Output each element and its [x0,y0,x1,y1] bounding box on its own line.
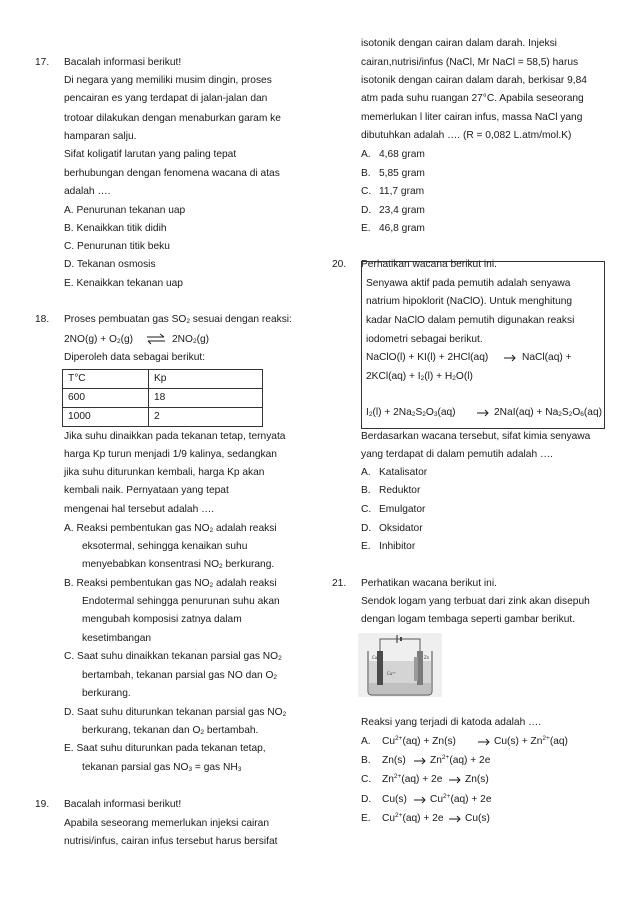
question-text: cairan,nutrisi/infus (NaCl, Mr NaCl = 58,5) harus [361,57,579,68]
reaction-equation: $2NO(g) + O_2(g)$ [64,334,134,345]
arrow-right-icon [448,776,462,784]
answer-option-a[interactable]: A. Penurunan tekanan uap [64,205,186,216]
arrow-right-icon [503,354,517,362]
question-text: memerlukan l liter cairan infus, massa NaCl yang [361,112,583,123]
question-text: isotonik dengan cairan dalam darah, berkisar 9,84 [361,75,587,86]
reaction-product: NaCl(aq) + [522,352,572,363]
question-text: Perhatikan wacana berikut ini. [361,578,497,589]
question-text: Proses pembuatan gas $SO_2$ sesuai dengan reaksi: [64,314,292,325]
question-text: pencairan es yang terdapat di jalan-jalan dan [64,93,268,104]
question-number: 20. [332,259,347,270]
question-text: kembali naik. Pernyataan yang tepat [64,485,229,496]
question-text: harga Kp turun menjadi 1/9 kalinya, sedangkan [64,449,277,460]
question-text: hamparan salju. [64,131,137,142]
question-text: dengan logam tembaga seperti gambar berikut. [361,614,576,625]
arrow-right-icon [448,815,462,823]
table-cell: 18 [149,389,263,408]
answer-option-b[interactable]: B. Kenaikkan titik didih [64,223,167,234]
question-text: dibutuhkan adalah …. (R = 0,082 L.atm/mol.K) [361,130,572,141]
reaction-product: $2NO_2(g)$ [172,334,210,345]
table-row [63,408,263,427]
reaction-product: $2NaI(aq) + Na_2S_2O_6(aq)$ [494,407,603,418]
question-text: Diperoleh data sebagai berikut: [64,352,206,363]
arrow-right-icon [476,409,490,417]
passage-text: kadar NaClO dalam pemutih digunakan reaksi [366,315,575,326]
figure-label: Cu [372,655,378,660]
question-text: adalah …. [64,186,111,197]
reaction-product: $2KCl(aq) + I_2(l) + H_2O(l)$ [366,371,473,382]
question-text: mengenai hal tersebut adalah …. [64,504,215,515]
question-text: yang terdapat di dalam pemutih adalah …. [361,449,553,460]
question-text: berhubungan dengan fenomena wacana di atas [64,168,280,179]
arrow-right-icon [477,738,491,746]
table-header-temperature: T°C [63,370,149,389]
reaction-equation: $I_2(l) + 2Na_2S_2O_3(aq)$ [366,407,456,418]
question-number: 18. [35,314,50,325]
question-text: nutrisi/infus, cairan infus tersebut harus bersifat [64,836,278,847]
table-header-kp: Kp [149,370,263,389]
electroplating-apparatus-figure [358,633,442,697]
kp-table [62,369,263,427]
figure-label: Zn [424,655,430,660]
question-text: trotoar dilakukan dengan menaburkan garam ke [64,113,281,124]
question-text: jika suhu diturunkan kembali, harga Kp akan [64,467,265,478]
table-header-row [63,370,263,389]
arrow-right-icon [413,796,427,804]
reaction-equation: NaClO(l) + KI(l) + 2HCl(aq) [366,352,489,363]
table-row [63,389,263,408]
answer-option-d[interactable]: D. Tekanan osmosis [64,259,156,270]
answer-option-c[interactable]: C. Penurunan titik beku [64,241,170,252]
passage-text: natrium hipoklorit (NaClO). Untuk menghitung [366,296,573,307]
question-text: Di negara yang memiliki musim dingin, proses [64,75,272,86]
figure-label: Cu²⁺ [387,671,397,676]
question-text: Reaksi yang terjadi di katoda adalah …. [361,717,542,728]
passage-text: iodometri sebagai berikut. [366,334,483,345]
question-text: Bacalah informasi berikut! [64,57,182,68]
question-text: atm pada suhu ruangan 27°C. Apabila seseorang [361,93,584,104]
question-number: 19. [35,799,50,810]
table-cell: 1000 [63,408,149,427]
question-text: Perhatikan wacana berikut ini. [361,259,497,270]
answer-option-e[interactable]: E. Kenaikkan tekanan uap [64,278,183,289]
question-text: Apabila seseorang memerlukan injeksi cairan [64,818,269,829]
question-text: Sifat koligatif larutan yang paling tepat [64,149,237,160]
table-cell: 2 [149,408,263,427]
question-text: Bacalah informasi berikut! [64,799,182,810]
equilibrium-arrow-icon [145,332,167,346]
question-text: Berdasarkan wacana tersebut, sifat kimia senyawa [361,431,591,442]
passage-text: Senyawa aktif pada pemutih adalah senyawa [366,278,571,289]
table-cell: 600 [63,389,149,408]
question-text: Sendok logam yang terbuat dari zink akan disepuh [361,596,590,607]
question-text: isotonik dengan cairan dalam darah. Injeksi [361,38,557,49]
arrow-right-icon [413,757,427,765]
question-text: Jika suhu dinaikkan pada tekanan tetap, ternyata [64,431,286,442]
question-number: 21. [332,578,347,589]
exam-page: 17. Bacalah informasi berikut! Di negara yang memiliki musim dingin, proses pencairan es yang terdapat di jalan-jalan dan trotoar dilakukan dengan menaburkan garam ke hamparan salju. Sifat koligatif larutan yang paling tepat berhubungan dengan fenomena wacana di atas adalah …. A. Penurunan tekanan uap B. Kenaikkan titik didih C. Penurunan titik beku D. Tekanan osmosis E. Kenaikkan tekanan uap 18. Proses pembuatan gas $SO_2$ sesuai dengan reaksi: $2NO(g) + O_2(g)$ $2NO_2(g)$ Diperoleh data sebagai berikut: T°C Kp 600 18 1000 2 Jika suhu dinaikkan pada tekanan tetap, ternyata harga Kp turun menjadi 1/9 kalinya, sedangkan jika suhu diturunkan kembali, harga Kp akan kembali naik. Pernyataan yang tepat mengenai hal tersebut adalah …. A. Reaksi pembentukan gas $NO_2$ adalah reaksi eksotermal, sehingga kenaikan suhu menyebabkan konsentrasi $NO_2$ berkurang. B. Reaksi pembentukan gas $NO_2$ adalah reaksi Endotermal sehingga penurunan suhu akan mengubah komposisi zatnya dalam kesetimbangan C. Saat suhu dinaikkan tekanan parsial gas $NO_2$ bertambah, tekanan parsial gas NO dan $O_2$ berkurang. D. Saat suhu diturunkan tekanan parsial gas $NO_2$ berkurang, tekanan dan $O_2$ bertambah. E. Saat suhu diturunkan pada tekanan tetap, tekanan parsial gas $NO_3$ = gas $NH_3$ 19. Bacalah informasi berikut! Apabila seseorang memerlukan injeksi cairan nutrisi/infus, cairan infus tersebut harus bersifat isotonik dengan cairan dalam darah. Injeksi cairan,nutrisi/infus (NaCl, Mr NaCl = 58,5) harus isotonik dengan cairan dalam darah, berkisar 9,84 atm pada suhu ruangan 27°C. Apabila seseorang memerlukan l liter cairan infus, massa NaCl yang dibutuhkan adalah …. (R = 0,082 L.atm/mol.K) A. 4,68 gram B. 5,85 gram C. 11,7 gram D. 23,4 gram E. 46,8 gram 20. Perhatikan wacana berikut ini. Senyawa aktif pada pemutih adalah senyawa natrium hipoklorit (NaClO). Untuk menghitung kadar NaClO dalam pemutih digunakan reaksi iodometri sebagai berikut. NaClO(l) + KI(l) + 2HCl(aq) NaCl(aq) + $2KCl(aq) + I_2(l) + H_2O(l)$ $I_2(l) + 2Na_2S_2O_3(aq)$ $2NaI(aq) + Na_2S_2O_6(aq)$ Berdasarkan wacana tersebut, sifat kimia senyawa yang terdapat di dalam pemutih adalah …. A. Katalisator B. Reduktor C. Emulgator D. Oksidator E. Inhibitor 21. Perhatikan wacana berikut ini. Sendok logam yang terbuat dari zink akan disepuh dengan logam tembaga seperti gambar berikut. Cu²⁺ Cu Zn Reaksi yang terjadi di katoda adalah …. A. $Cu^{2+}(aq) + Zn(s)$ $Cu(s) + Zn^{2+}(aq)$ B. Zn(s) $Zn^{2+}(aq) + 2e$ C. $Zn^{2+}(aq) + 2e$ Zn(s) D. Cu(s) $Cu^{2+}(aq) + 2e$ E. $Cu^{2+}(aq) + 2e$ Cu(s) [0,0,638,902]
question-number: 17. [35,57,50,68]
